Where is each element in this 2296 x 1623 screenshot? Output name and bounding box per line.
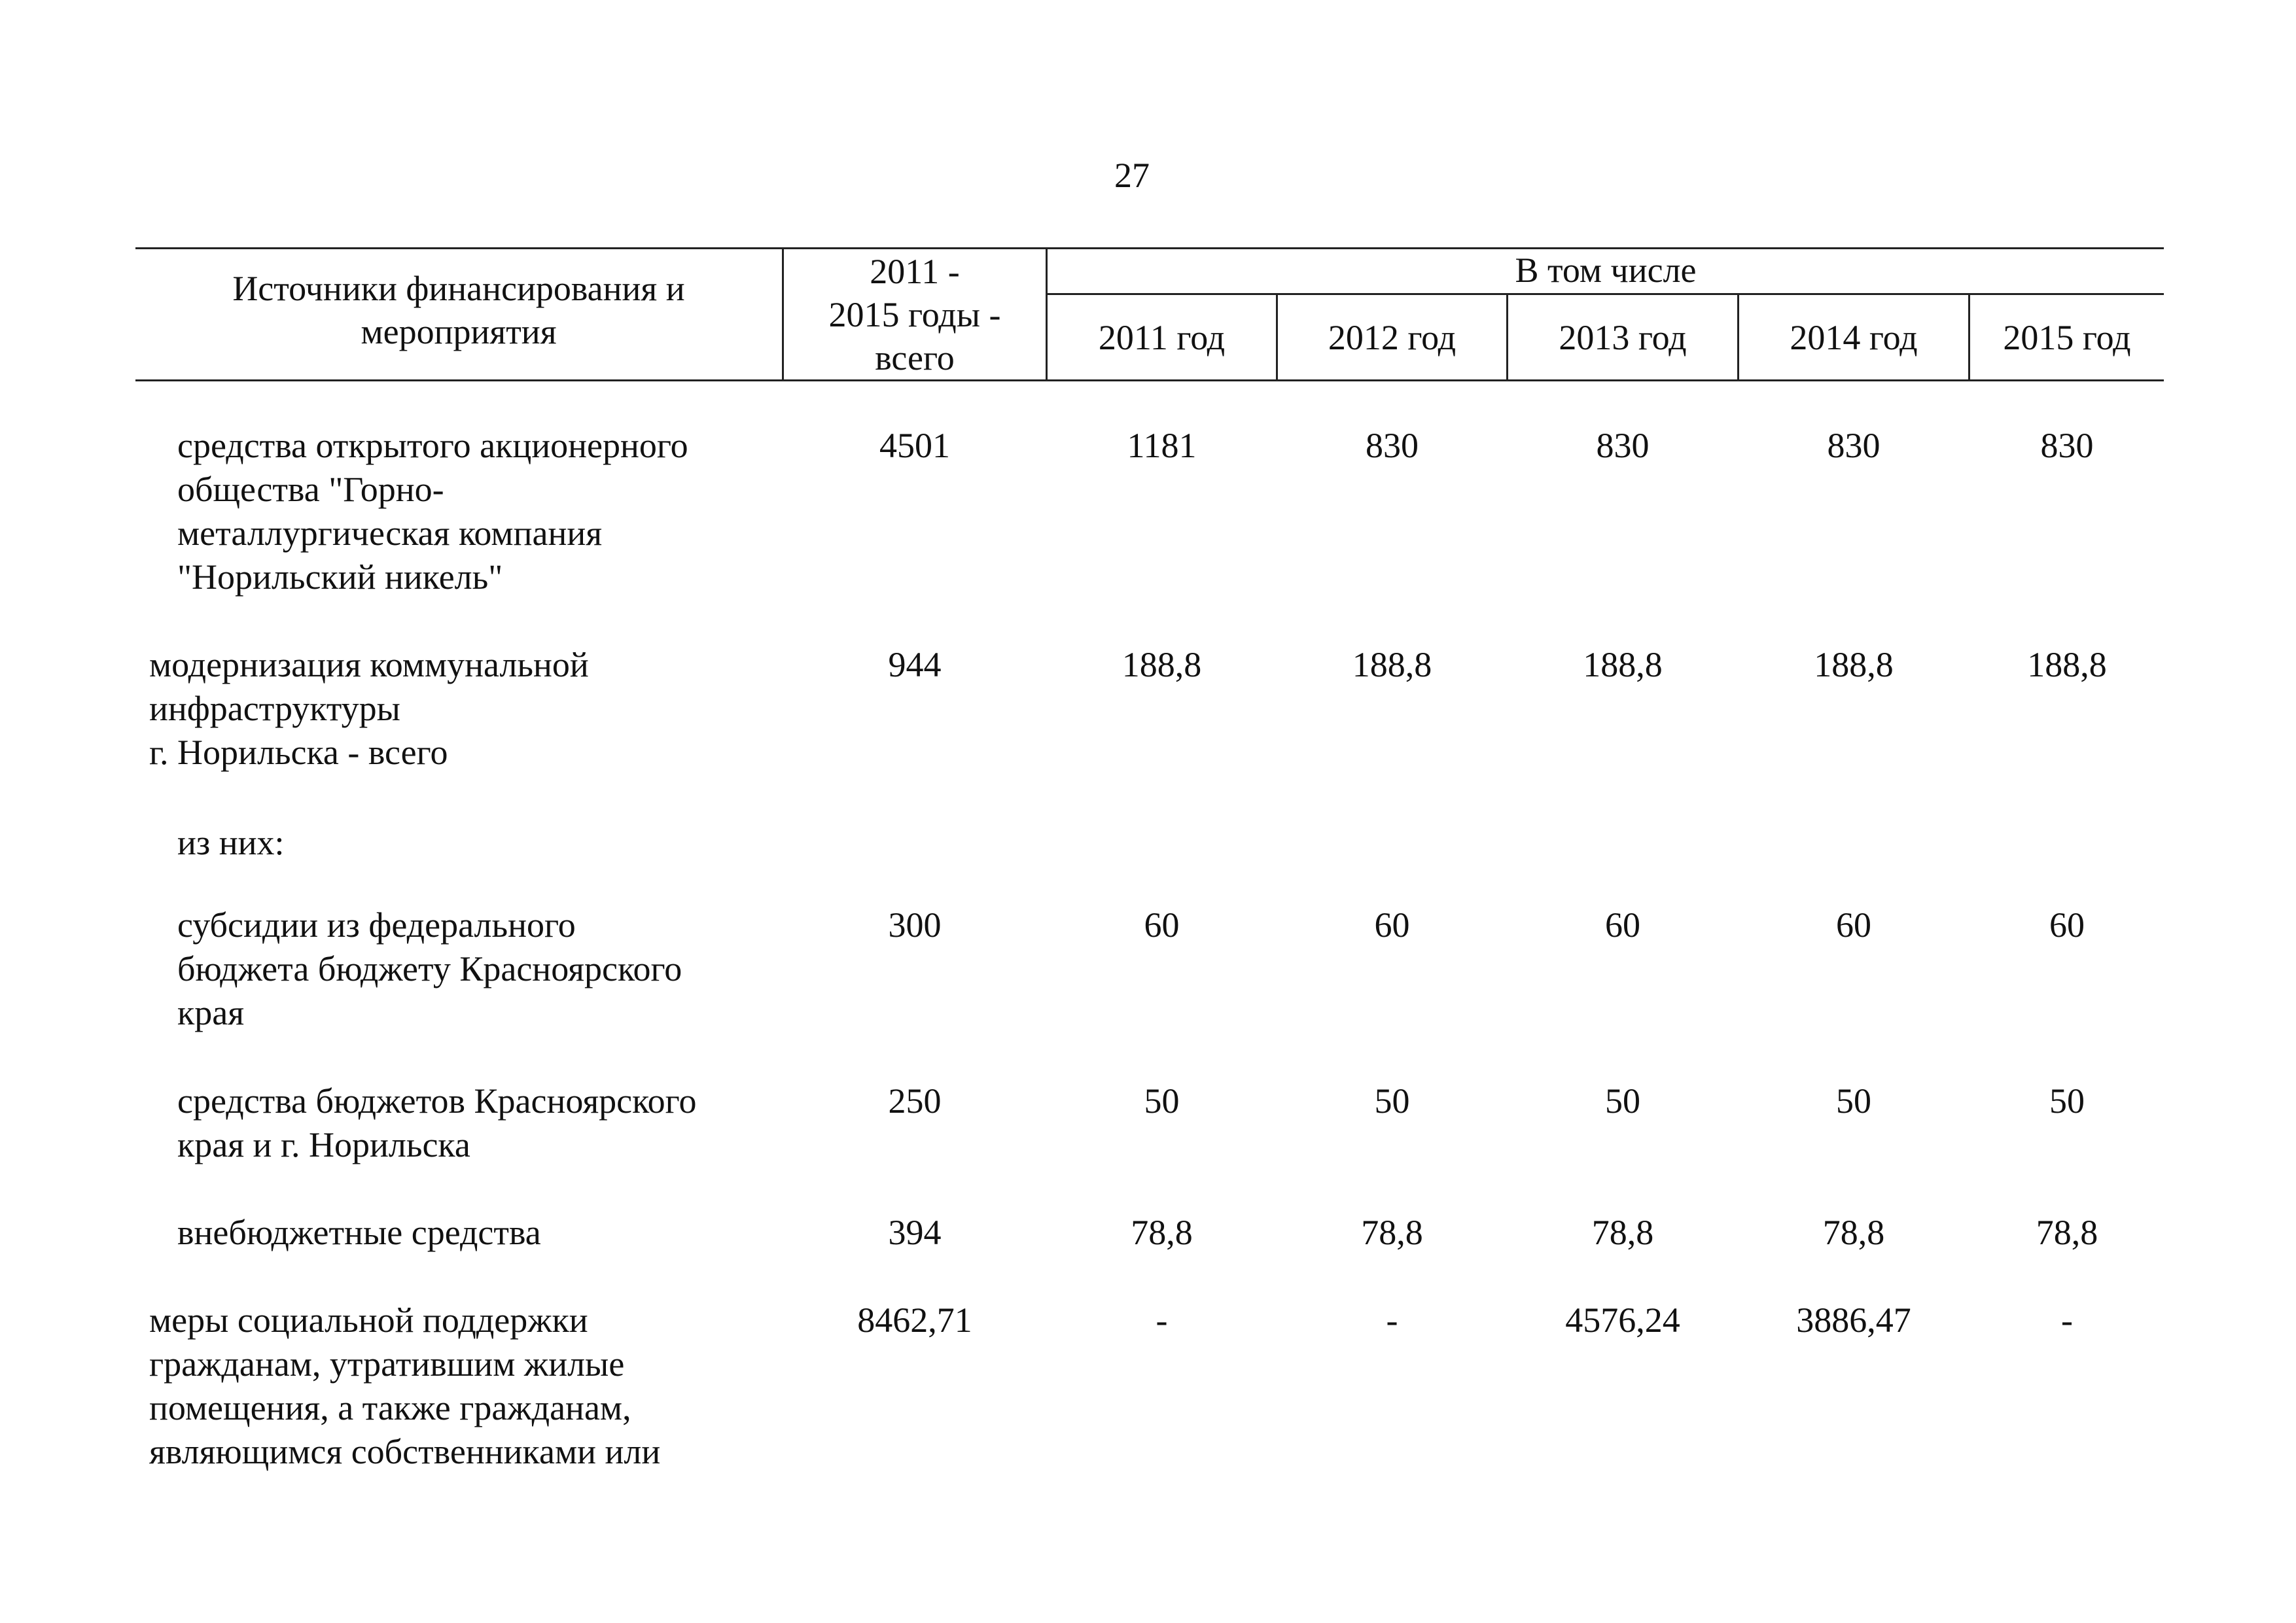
row-label: средства бюджетов Красноярского края и г. Норильска [177, 1081, 697, 1164]
row-value: 50 [2049, 1081, 2085, 1121]
row-total: 8462,71 [857, 1300, 972, 1340]
row-value: 188,8 [1352, 645, 1432, 684]
row-total: 300 [888, 905, 942, 945]
row-label: субсидии из федерального бюджета бюджету Красноярского края [177, 905, 682, 1032]
row-value: - [1386, 1300, 1398, 1340]
row-label: модернизация коммунальной инфраструктуры г. Норильска - всего [149, 645, 589, 772]
row-value: 188,8 [1122, 645, 1202, 684]
row-label: средства открытого акционерного общества "Горно- металлургическая компания "Норильский никель" [177, 426, 688, 597]
row-value: 4576,24 [1565, 1300, 1680, 1340]
header-bottom-border [135, 379, 2164, 381]
row-total: 250 [888, 1081, 942, 1121]
row-total: 4501 [879, 426, 950, 465]
row-value: 60 [1836, 905, 1871, 945]
row-label: из них: [177, 823, 285, 862]
row-value: 78,8 [1131, 1213, 1193, 1252]
header-year: 2013 год [1559, 318, 1687, 357]
row-label: меры социальной поддержки гражданам, утратившим жилые помещения, а также гражданам, являющимся собственниками или [149, 1300, 661, 1471]
header-subdivider [1046, 293, 2164, 295]
header-total: 2011 - 2015 годы - всего [828, 252, 1001, 377]
header-sources: Источники финансирования и мероприятия [232, 269, 685, 351]
row-value: 78,8 [1591, 1213, 1654, 1252]
row-value: 78,8 [2036, 1213, 2098, 1252]
row-value: 50 [1374, 1081, 1410, 1121]
row-label: внебюджетные средства [177, 1213, 541, 1252]
row-value: 50 [1605, 1081, 1640, 1121]
row-value: 830 [1596, 426, 1650, 465]
row-value: 1181 [1127, 426, 1197, 465]
row-value: - [2061, 1300, 2073, 1340]
header-year: 2012 год [1328, 318, 1457, 357]
row-value: 830 [1827, 426, 1881, 465]
row-value: 78,8 [1822, 1213, 1885, 1252]
row-value: 60 [1374, 905, 1410, 945]
row-value: 830 [1366, 426, 1419, 465]
row-value: 50 [1836, 1081, 1871, 1121]
header-year: 2015 год [2003, 318, 2131, 357]
row-value: 78,8 [1361, 1213, 1423, 1252]
row-value: 3886,47 [1796, 1300, 1911, 1340]
row-value: 188,8 [1583, 645, 1663, 684]
row-total: 394 [888, 1213, 942, 1252]
row-value: 188,8 [2027, 645, 2107, 684]
row-value: - [1156, 1300, 1168, 1340]
row-value: 60 [1144, 905, 1180, 945]
row-value: 188,8 [1814, 645, 1894, 684]
row-value: 60 [1605, 905, 1640, 945]
row-value: 50 [1144, 1081, 1180, 1121]
row-value: 830 [2040, 426, 2094, 465]
header-year: 2011 год [1098, 318, 1226, 357]
header-including: В том числе [1515, 251, 1697, 290]
row-value: 60 [2049, 905, 2085, 945]
header-year: 2014 год [1790, 318, 1918, 357]
row-total: 944 [888, 645, 942, 684]
page-number: 27 [1114, 156, 1150, 195]
